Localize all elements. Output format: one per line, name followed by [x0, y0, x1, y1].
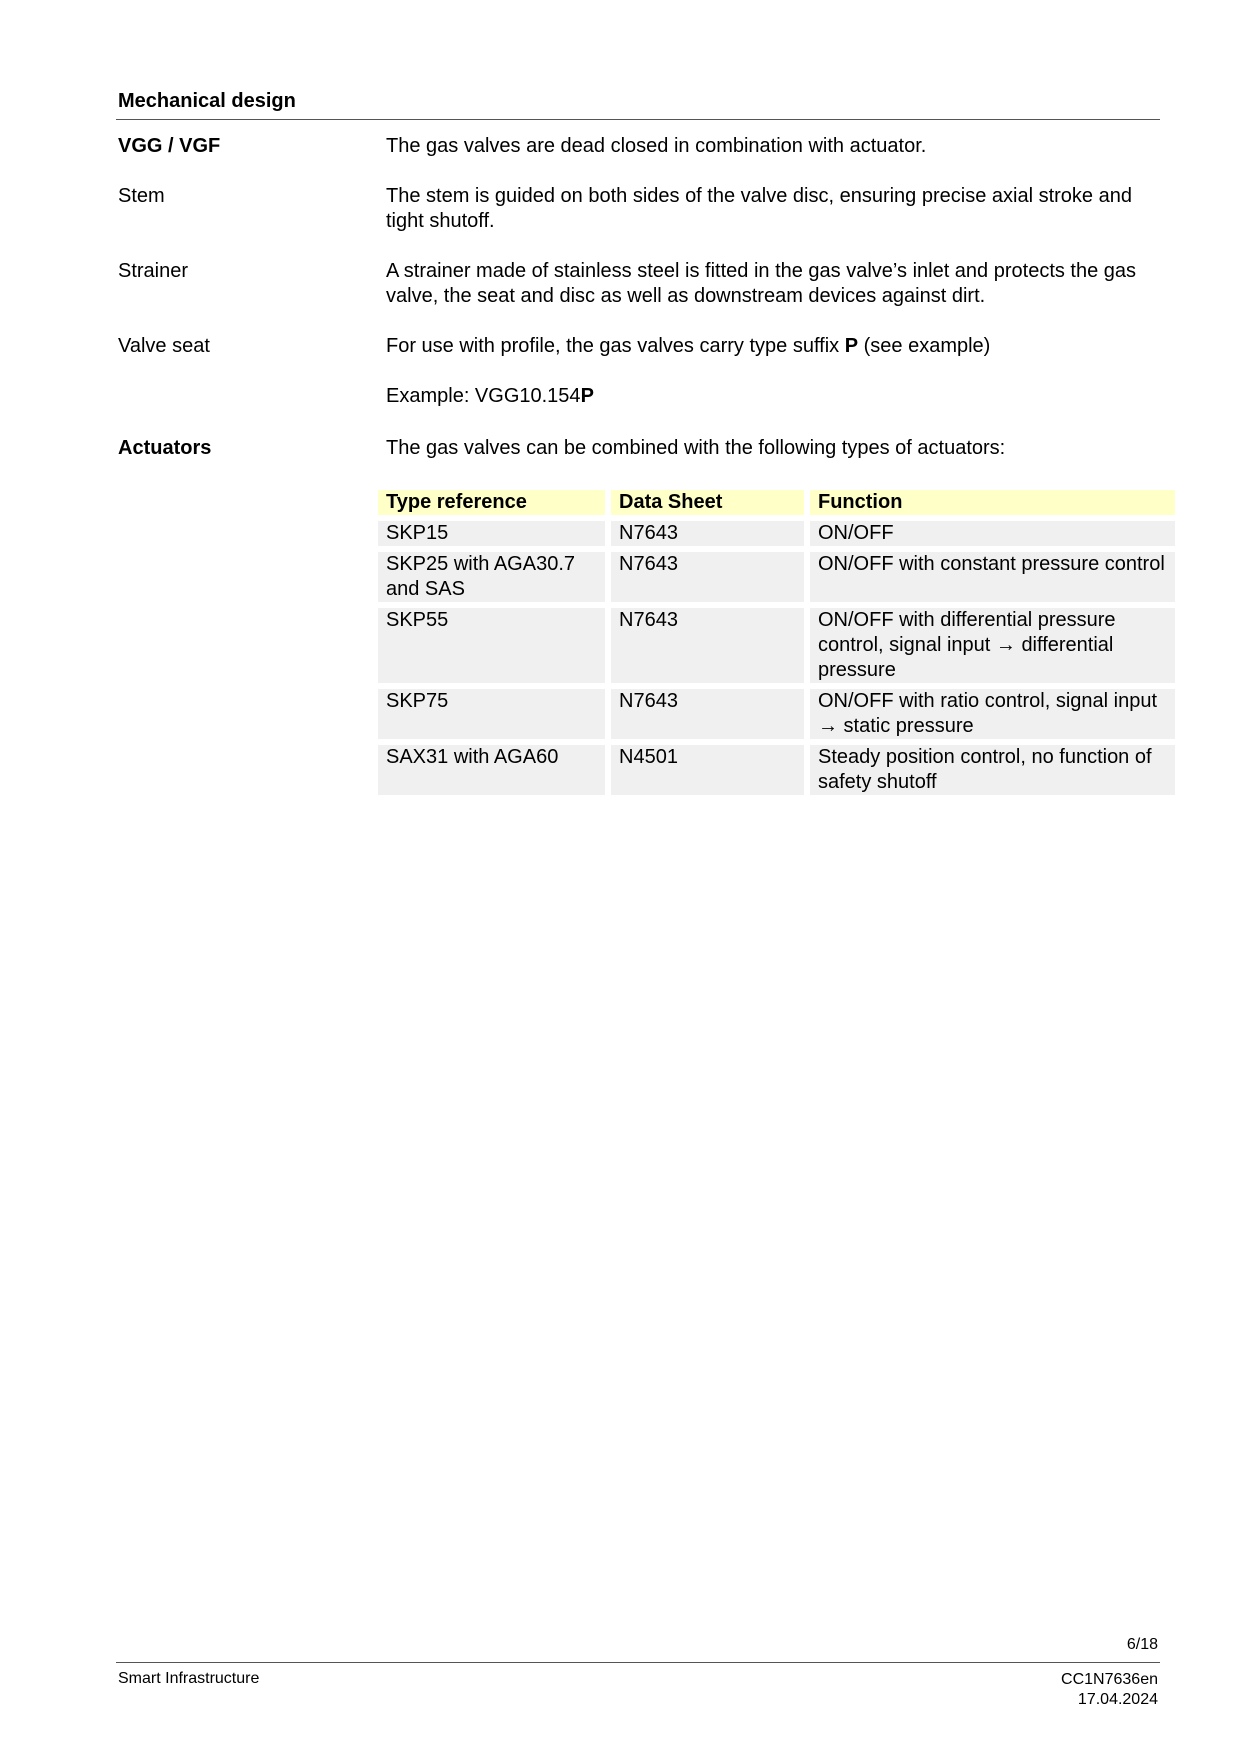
column-header-function: Function [810, 490, 1175, 515]
table-row [378, 689, 1175, 739]
table-cell: N7643 [611, 689, 804, 739]
footer-doc-id: CC1N7636en [1061, 1671, 1158, 1688]
row-text: The gas valves are dead closed in combination with actuator. [386, 135, 927, 157]
text-bold-part: P [844, 335, 859, 357]
row-label: Stem [118, 185, 165, 207]
table-cell: ON/OFF with differential pressure control, signal input → differential pressure [810, 608, 1175, 683]
row-label: Strainer [118, 260, 189, 282]
table-cell: Steady position control, no function of safety shutoff [810, 745, 1175, 795]
table-row [378, 552, 1175, 602]
page-number: 6/18 [1126, 1636, 1158, 1653]
column-header-type-reference: Type reference [378, 490, 605, 515]
column-header-data-sheet: Data Sheet [611, 490, 804, 515]
table-cell: ON/OFF with ratio control, signal input → static pressure [810, 689, 1175, 739]
section-title: Mechanical design [118, 90, 296, 112]
example-text [386, 384, 1146, 409]
text-bold-part: P [580, 385, 594, 407]
row-text: The gas valves can be combined with the following types of actuators: [386, 437, 1006, 459]
table-row [378, 521, 1175, 546]
table-row [378, 608, 1175, 683]
actuator-table [372, 484, 1181, 801]
table-cell: SKP15 [378, 521, 605, 546]
text-part: For use with profile, the gas valves carry type suffix [386, 335, 845, 357]
table-cell: SKP75 [378, 689, 605, 739]
row-label: Actuators [118, 437, 212, 459]
row-label: VGG / VGF [118, 135, 221, 157]
table-cell: ON/OFF with constant pressure control [810, 552, 1175, 602]
row-text: The stem is guided on both sides of the valve disc, ensuring precise axial stroke and tight shutoff. [386, 185, 1132, 232]
footer-date: 17.04.2024 [1077, 1691, 1158, 1708]
footer-company: Smart Infrastructure [118, 1670, 260, 1687]
row-text: A strainer made of stainless steel is fitted in the gas valve’s inlet and protects the gas valve, the seat and disc as well as downstream devices against dirt. [386, 260, 1137, 307]
table-cell: SAX31 with AGA60 [378, 745, 605, 795]
table-row [378, 745, 1175, 795]
table-cell: N7643 [611, 552, 804, 602]
table-cell: N7643 [611, 608, 804, 683]
table-cell: N4501 [611, 745, 804, 795]
footer-doc-info [1061, 1670, 1158, 1710]
footer-divider [116, 1662, 1160, 1663]
table-cell: ON/OFF [810, 521, 1175, 546]
table-cell: SKP25 with AGA30.7 and SAS [378, 552, 605, 602]
table-cell: SKP55 [378, 608, 605, 683]
table-header-row [378, 490, 1175, 515]
row-label: Valve seat [118, 335, 210, 357]
table-cell: N7643 [611, 521, 804, 546]
text-part: (see example) [858, 335, 991, 357]
text-part: Example: VGG10.154 [386, 385, 581, 407]
section-divider [116, 119, 1160, 120]
row-text [386, 334, 1146, 359]
